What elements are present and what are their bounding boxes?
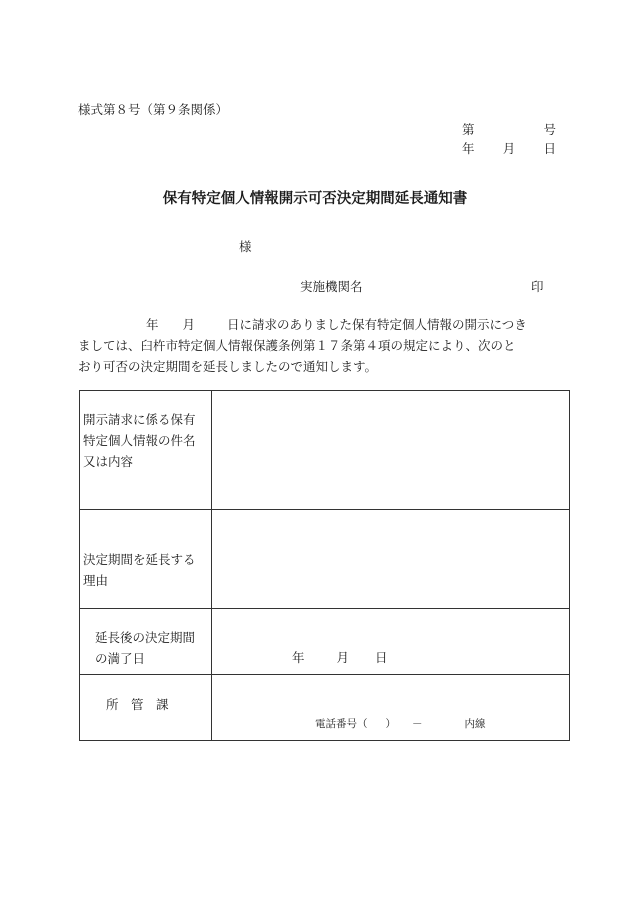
document-number-prefix: 第 bbox=[462, 122, 475, 137]
department-value bbox=[212, 675, 569, 740]
label-line: 特定個人情報の件名 bbox=[83, 433, 196, 448]
table-row-new-deadline bbox=[80, 609, 569, 675]
document-title: 保有特定個人情報開示可否決定期間延長通知書 bbox=[162, 191, 468, 207]
document-number bbox=[462, 120, 556, 138]
new-deadline-value bbox=[212, 609, 569, 674]
info-table bbox=[79, 390, 570, 741]
notice-body-line-3: おり可否の決定期間を延長しましたので通知します。 bbox=[78, 359, 378, 374]
seal-mark: 印 bbox=[531, 279, 544, 294]
phone-line bbox=[315, 716, 486, 731]
extension-reason-label bbox=[80, 510, 212, 608]
document-date-year: 年 bbox=[462, 141, 475, 156]
deadline-date bbox=[292, 648, 388, 666]
request-subject-label bbox=[80, 391, 212, 509]
new-deadline-label bbox=[80, 609, 212, 674]
notice-body bbox=[78, 314, 560, 377]
body-month: 月 bbox=[182, 317, 196, 332]
table-row-extension-reason bbox=[80, 510, 569, 609]
label-line: 又は内容 bbox=[83, 454, 134, 469]
label-line: 開示請求に係る保有 bbox=[83, 412, 196, 427]
label-line: 決定期間を延長する bbox=[83, 552, 196, 567]
label-line: 理由 bbox=[83, 573, 109, 588]
label-line: の満了日 bbox=[95, 651, 146, 666]
addressee-honorific: 様 bbox=[239, 239, 252, 254]
form-number: 様式第８号（第９条関係） bbox=[78, 102, 229, 117]
department-label: 所 管 課 bbox=[80, 675, 212, 740]
table-row-request-subject bbox=[80, 391, 569, 510]
extension-reason-value bbox=[212, 510, 569, 608]
notice-body-line-1 bbox=[78, 314, 560, 335]
phone-dash: － bbox=[412, 718, 423, 730]
document-date-month: 月 bbox=[502, 141, 516, 156]
document-date bbox=[462, 139, 556, 157]
deadline-month: 月 bbox=[336, 650, 350, 665]
phone-close: ） bbox=[385, 718, 396, 730]
request-subject-value bbox=[212, 391, 569, 509]
deadline-year: 年 bbox=[292, 650, 305, 665]
table-row-department bbox=[80, 675, 569, 740]
phone-label: 電話番号（ bbox=[315, 718, 368, 730]
agency-name-label: 実施機関名 bbox=[300, 279, 363, 294]
body-year: 年 bbox=[146, 317, 159, 332]
label-line: 延長後の決定期間 bbox=[95, 630, 196, 645]
document-number-suffix: 号 bbox=[543, 122, 556, 137]
body-line-1-text: 日に請求のありました保有特定個人情報の開示につき bbox=[227, 317, 527, 332]
deadline-day: 日 bbox=[375, 650, 388, 665]
document-date-day: 日 bbox=[543, 141, 556, 156]
notice-body-line-2: ましては、臼杵市特定個人情報保護条例第１７条第４項の規定により、次のと bbox=[78, 338, 516, 353]
phone-extension: 内線 bbox=[464, 718, 486, 730]
